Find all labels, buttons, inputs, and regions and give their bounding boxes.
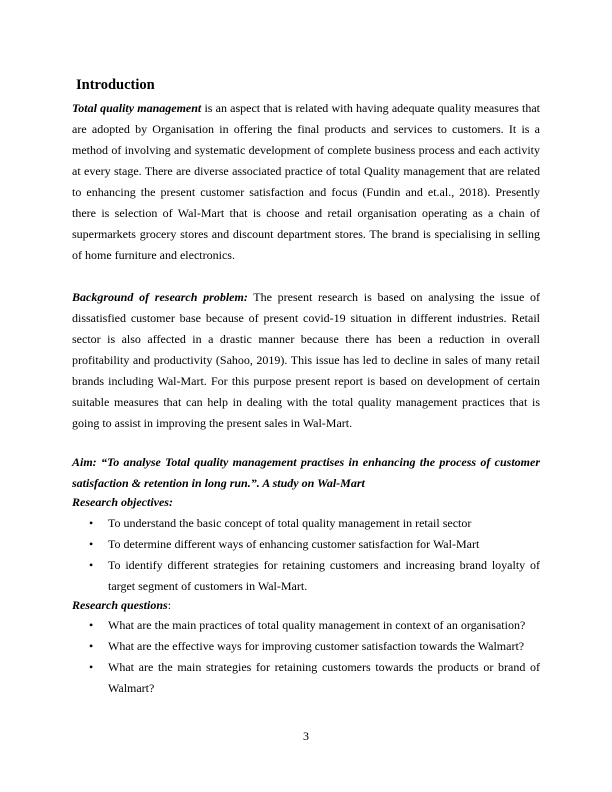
bullet-icon: •: [89, 537, 94, 551]
objectives-list: [72, 513, 540, 597]
section-heading-introduction: Introduction: [76, 77, 155, 93]
background-lead-term: Background of research problem:: [72, 290, 248, 304]
intro-lead-term: Total quality management: [72, 101, 202, 115]
bullet-icon: •: [89, 558, 94, 572]
list-item: • What are the effective ways for improving customer satisfaction towards the Walmart?: [72, 636, 540, 657]
bullet-icon: •: [89, 618, 94, 632]
questions-heading: Research questions:: [72, 598, 172, 612]
list-item: • To determine different ways of enhancing customer satisfaction for Wal-Mart: [72, 534, 540, 555]
questions-list: [72, 615, 540, 699]
bullet-icon: •: [89, 639, 94, 653]
intro-body-text: is an aspect that is related with having adequate quality measures that are adopted by Organisation in offering the final products and services to customers. It is a method of involving and systematic development of complete business process and each activity at every stage. There are diverse associated practice of total Quality management that are related to enhancing the present customer satisfaction and focus (Fundin and et.al., 2018). Presently there is selection of Wal-Mart that is choose and retail organisation operating as a chain of supermarkets grocery stores and discount department stores. The brand is specialising in selling of home furniture and electronics.: [72, 101, 540, 262]
list-item: • What are the main strategies for retaining customers towards the products or brand of Walmart?: [72, 657, 540, 699]
background-paragraph: [72, 287, 540, 434]
list-item: • What are the main practices of total quality management in context of an organisation?: [72, 615, 540, 636]
aim-statement: Aim: “To analyse Total quality management practises in enhancing the process of customer satisfaction & retention in long run.”. A study on Wal-Mart: [72, 455, 540, 490]
list-item: • To understand the basic concept of total quality management in retail sector: [72, 513, 540, 534]
objectives-heading: Research objectives:: [72, 495, 173, 509]
page-number: 3: [303, 729, 309, 743]
list-item: • To identify different strategies for retaining customers and increasing brand loyalty of target segment of customers in Wal-Mart.: [72, 555, 540, 597]
bullet-icon: •: [89, 660, 94, 674]
introduction-paragraph: [72, 98, 540, 266]
bullet-icon: •: [89, 516, 94, 530]
background-body-text: The present research is based on analysing the issue of dissatisfied customer base because of present covid-19 situation in different industries. Retail sector is also affected in a drastic manner because there has been a reduction in overall profitability and productivity (Sahoo, 2019). This issue has led to decline in sales of many retail brands including Wal-Mart. For this purpose present report is based on development of certain suitable measures that can help in dealing with the total quality management practices that is going to assist in improving the present sales in Wal-Mart.: [72, 290, 540, 430]
